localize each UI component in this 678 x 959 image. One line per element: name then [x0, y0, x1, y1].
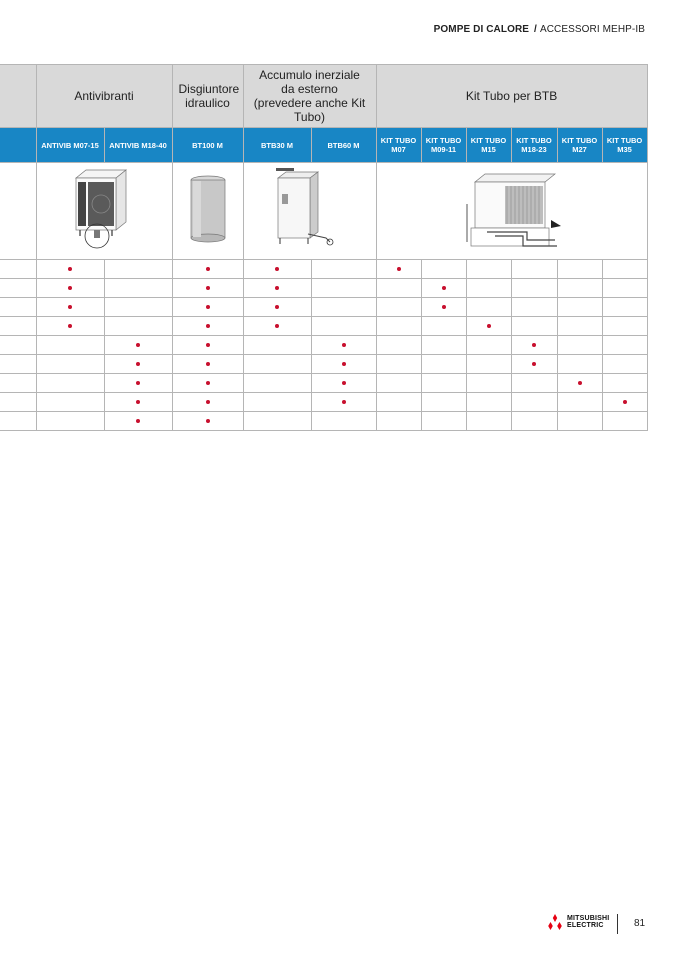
table-cell [466, 393, 511, 412]
table-cell [243, 412, 311, 431]
compatibility-dot [532, 343, 536, 347]
table-cell [557, 260, 602, 279]
compatibility-dot [136, 343, 140, 347]
compatibility-dot [275, 305, 279, 309]
code-kit-tubo-m07: KIT TUBO M07 [376, 128, 421, 163]
table-cell [311, 298, 376, 317]
table-cell [602, 317, 647, 336]
table-row [0, 317, 647, 336]
code-kit-tubo-m35: KIT TUBO M35 [602, 128, 647, 163]
table-cell [311, 412, 376, 431]
table-cell [602, 393, 647, 412]
table-cell [511, 298, 557, 317]
compatibility-dot [342, 362, 346, 366]
table-cell [104, 336, 172, 355]
table-cell [172, 279, 243, 298]
table-cell [511, 336, 557, 355]
pipe-kit-image [376, 163, 647, 260]
table-cell [172, 393, 243, 412]
table-cell [243, 374, 311, 393]
brand-wordmark: MITSUBISHI ELECTRIC [567, 915, 610, 929]
header-subsection: ACCESSORI MEHP-IB [539, 24, 645, 35]
compatibility-dot [442, 305, 446, 309]
compatibility-dot [487, 324, 491, 328]
compatibility-dot [442, 286, 446, 290]
table-cell [104, 374, 172, 393]
compatibility-dot [68, 267, 72, 271]
compatibility-dot [136, 362, 140, 366]
table-cell [36, 393, 104, 412]
table-cell [557, 336, 602, 355]
table-cell [104, 317, 172, 336]
table-cell [36, 260, 104, 279]
table-cell [421, 393, 466, 412]
code-kit-tubo-m27: KIT TUBO M27 [557, 128, 602, 163]
table-cell [243, 260, 311, 279]
compatibility-dot [206, 267, 210, 271]
table-cell [172, 355, 243, 374]
compatibility-dot [68, 324, 72, 328]
table-cell [311, 317, 376, 336]
table-row [0, 393, 647, 412]
code-bt100-m: BT100 M [172, 128, 243, 163]
table-cell [36, 336, 104, 355]
table-cell [557, 412, 602, 431]
table-cell [36, 374, 104, 393]
table-cell [466, 279, 511, 298]
table-cell [421, 412, 466, 431]
compatibility-dot [397, 267, 401, 271]
compatibility-dot [342, 343, 346, 347]
code-btb60-m: BTB60 M [311, 128, 376, 163]
code-kit-tubo-m18-23: KIT TUBO M18-23 [511, 128, 557, 163]
table-cell [557, 298, 602, 317]
table-cell [36, 298, 104, 317]
compatibility-dot [342, 400, 346, 404]
table-row [0, 260, 647, 279]
table-cell [311, 336, 376, 355]
table-cell [421, 298, 466, 317]
table-cell [511, 317, 557, 336]
code-kit-tubo-m09-11: KIT TUBO M09-11 [421, 128, 466, 163]
table-row [0, 355, 647, 374]
table-row [0, 374, 647, 393]
table-cell [557, 317, 602, 336]
table-cell [557, 393, 602, 412]
mitsubishi-electric-logo [546, 914, 609, 930]
compatibility-dot [275, 286, 279, 290]
code-antivib-m18-40: ANTIVIB M18-40 [104, 128, 172, 163]
table-cell [421, 355, 466, 374]
table-cell [172, 412, 243, 431]
table-cell [466, 336, 511, 355]
antivibration-mount-image [36, 163, 172, 260]
header-separator: / [534, 24, 537, 35]
table-cell [511, 260, 557, 279]
table-cell [466, 355, 511, 374]
group-antivibranti: Antivibranti [36, 65, 172, 128]
compatibility-rows [0, 260, 647, 431]
table-row [0, 336, 647, 355]
table-cell [376, 393, 421, 412]
table-cell [602, 374, 647, 393]
table-cell [36, 317, 104, 336]
table-cell [36, 279, 104, 298]
table-cell [557, 374, 602, 393]
table-cell [311, 279, 376, 298]
table-cell [466, 298, 511, 317]
table-cell [104, 393, 172, 412]
table-cell [421, 336, 466, 355]
hydraulic-separator-image [172, 163, 243, 260]
table-cell [421, 279, 466, 298]
code-antivib-m07-15: ANTIVIB M07-15 [36, 128, 104, 163]
compatibility-dot [68, 305, 72, 309]
table-cell [466, 374, 511, 393]
table-cell [466, 412, 511, 431]
group-accumulo: Accumulo inerziale da esterno (prevedere anche Kit Tubo) [243, 65, 376, 128]
table-cell [421, 374, 466, 393]
table-cell [172, 298, 243, 317]
table-cell [311, 260, 376, 279]
compatibility-dot [532, 362, 536, 366]
table-row [0, 412, 647, 431]
compatibility-dot [136, 381, 140, 385]
table-cell [557, 355, 602, 374]
table-cell [602, 336, 647, 355]
compatibility-dot [68, 286, 72, 290]
table-cell [104, 279, 172, 298]
inertial-storage-image [243, 163, 376, 260]
table-cell [172, 260, 243, 279]
table-cell [172, 374, 243, 393]
compatibility-dot [206, 362, 210, 366]
image-row [0, 163, 647, 260]
table-cell [104, 412, 172, 431]
table-cell [466, 317, 511, 336]
table-cell [511, 412, 557, 431]
table-cell [602, 298, 647, 317]
table-cell [602, 279, 647, 298]
table-cell [466, 260, 511, 279]
table-row [0, 279, 647, 298]
three-diamonds-icon [546, 914, 564, 930]
compatibility-dot [206, 343, 210, 347]
table-cell [104, 298, 172, 317]
group-header-row [0, 65, 647, 128]
table-cell [376, 412, 421, 431]
table-cell [511, 393, 557, 412]
compatibility-dot [275, 267, 279, 271]
page-header [434, 24, 645, 35]
page-number: 81 [634, 918, 646, 929]
table-cell [243, 317, 311, 336]
table-cell [172, 317, 243, 336]
table-cell [243, 279, 311, 298]
code-btb30-m: BTB30 M [243, 128, 311, 163]
table-cell [421, 317, 466, 336]
compatibility-dot [206, 305, 210, 309]
group-kit-tubo: Kit Tubo per BTB [376, 65, 647, 128]
table-cell [376, 374, 421, 393]
table-cell [557, 279, 602, 298]
table-cell [172, 336, 243, 355]
compatibility-dot [136, 400, 140, 404]
table-cell [243, 336, 311, 355]
table-cell [36, 412, 104, 431]
table-cell [421, 260, 466, 279]
table-cell [376, 317, 421, 336]
table-cell [243, 393, 311, 412]
header-section: POMPE DI CALORE [433, 24, 530, 35]
compatibility-dot [206, 381, 210, 385]
table-cell [311, 393, 376, 412]
compatibility-dot [623, 400, 627, 404]
compatibility-dot [206, 324, 210, 328]
table-cell [376, 260, 421, 279]
table-cell [243, 298, 311, 317]
table-cell [511, 374, 557, 393]
table-cell [311, 355, 376, 374]
compatibility-dot [136, 419, 140, 423]
compatibility-dot [342, 381, 346, 385]
table-cell [511, 355, 557, 374]
code-kit-tubo-m15: KIT TUBO M15 [466, 128, 511, 163]
code-header-row [0, 128, 647, 163]
footer-divider [617, 914, 618, 934]
table-cell [602, 355, 647, 374]
table-cell [36, 355, 104, 374]
table-cell [602, 412, 647, 431]
table-row [0, 298, 647, 317]
table-cell [602, 260, 647, 279]
table-cell [311, 374, 376, 393]
compatibility-dot [206, 419, 210, 423]
accessories-table [0, 64, 648, 431]
compatibility-dot [578, 381, 582, 385]
group-disgiuntore: Disgiuntore idraulico [172, 65, 243, 128]
compatibility-dot [206, 286, 210, 290]
table-cell [376, 355, 421, 374]
table-cell [376, 279, 421, 298]
table-cell [104, 260, 172, 279]
table-cell [376, 298, 421, 317]
table-cell [511, 279, 557, 298]
compatibility-dot [206, 400, 210, 404]
table-cell [376, 336, 421, 355]
table-cell [104, 355, 172, 374]
compatibility-dot [275, 324, 279, 328]
table-cell [243, 355, 311, 374]
